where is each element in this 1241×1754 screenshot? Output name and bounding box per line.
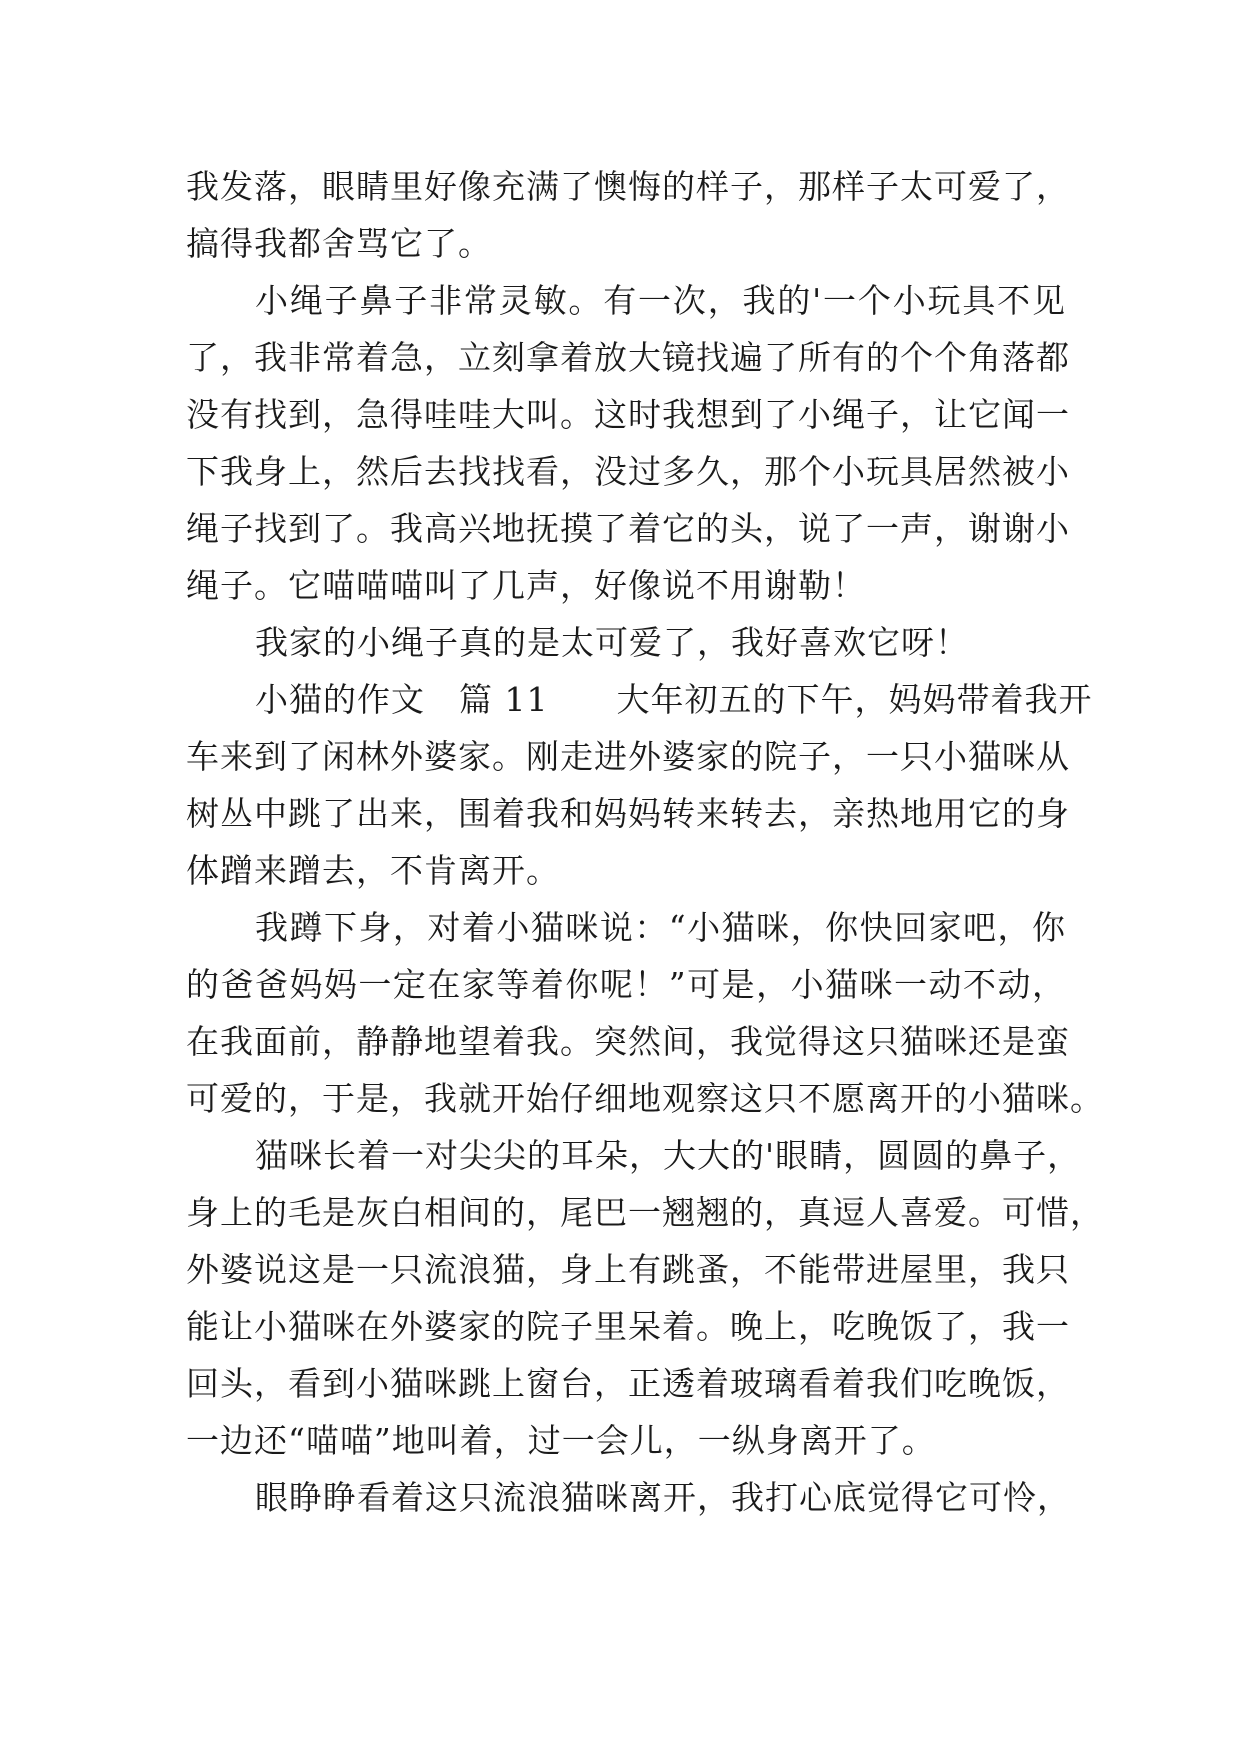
paragraph-start-line: 猫咪长着一对尖尖的耳朵，大大的'眼睛，圆圆的鼻子， xyxy=(255,1136,1082,1175)
text-line: 绳子。它喵喵喵叫了几声，好像说不用谢勒！ xyxy=(186,566,866,605)
text-line: 一边还“喵喵”地叫着，过一会儿，一纵身离开了。 xyxy=(186,1421,936,1460)
paragraph-start-line: 我蹲下身，对着小猫咪说：“小猫咪，你快回家吧，你 xyxy=(255,908,1066,947)
text-line: 搞得我都舍骂它了。 xyxy=(186,224,492,263)
section-heading-line: 小猫的作文 篇 11 大年初五的下午，妈妈带着我开 xyxy=(255,680,1093,719)
document-body xyxy=(186,158,1104,1526)
text-line: 体蹭来蹭去，不肯离开。 xyxy=(186,851,560,890)
paragraph-start-line: 我家的小绳子真的是太可爱了，我好喜欢它呀！ xyxy=(255,623,969,662)
text-line: 树丛中跳了出来，围着我和妈妈转来转去，亲热地用它的身 xyxy=(186,794,1070,833)
text-line: 的爸爸妈妈一定在家等着你呢！”可是，小猫咪一动不动， xyxy=(186,965,1066,1004)
paragraph-start-line: 小绳子鼻子非常灵敏。有一次，我的'一个小玩具不见 xyxy=(255,281,1066,320)
text-line: 绳子找到了。我高兴地抚摸了着它的头，说了一声，谢谢小 xyxy=(186,509,1070,548)
text-line: 了，我非常着急，立刻拿着放大镜找遍了所有的个个角落都 xyxy=(186,338,1070,377)
text-line: 下我身上，然后去找找看，没过多久，那个小玩具居然被小 xyxy=(186,452,1070,491)
text-line: 我发落，眼睛里好像充满了懊悔的样子，那样子太可爱了， xyxy=(186,167,1070,206)
text-line: 在我面前，静静地望着我。突然间，我觉得这只猫咪还是蛮 xyxy=(186,1022,1070,1061)
text-line: 没有找到，急得哇哇大叫。这时我想到了小绳子，让它闻一 xyxy=(186,395,1070,434)
text-line: 能让小猫咪在外婆家的院子里呆着。晚上，吃晚饭了，我一 xyxy=(186,1307,1070,1346)
text-line: 车来到了闲林外婆家。刚走进外婆家的院子，一只小猫咪从 xyxy=(186,737,1070,776)
text-line: 可爱的，于是，我就开始仔细地观察这只不愿离开的小猫咪。 xyxy=(186,1079,1104,1118)
text-line: 外婆说这是一只流浪猫，身上有跳蚤，不能带进屋里，我只 xyxy=(186,1250,1070,1289)
text-line: 回头，看到小猫咪跳上窗台，正透着玻璃看着我们吃晚饭， xyxy=(186,1364,1070,1403)
paragraph-start-line: 眼睁睁看着这只流浪猫咪离开，我打心底觉得它可怜， xyxy=(255,1478,1071,1517)
text-line: 身上的毛是灰白相间的，尾巴一翘翘的，真逗人喜爱。可惜， xyxy=(186,1193,1104,1232)
